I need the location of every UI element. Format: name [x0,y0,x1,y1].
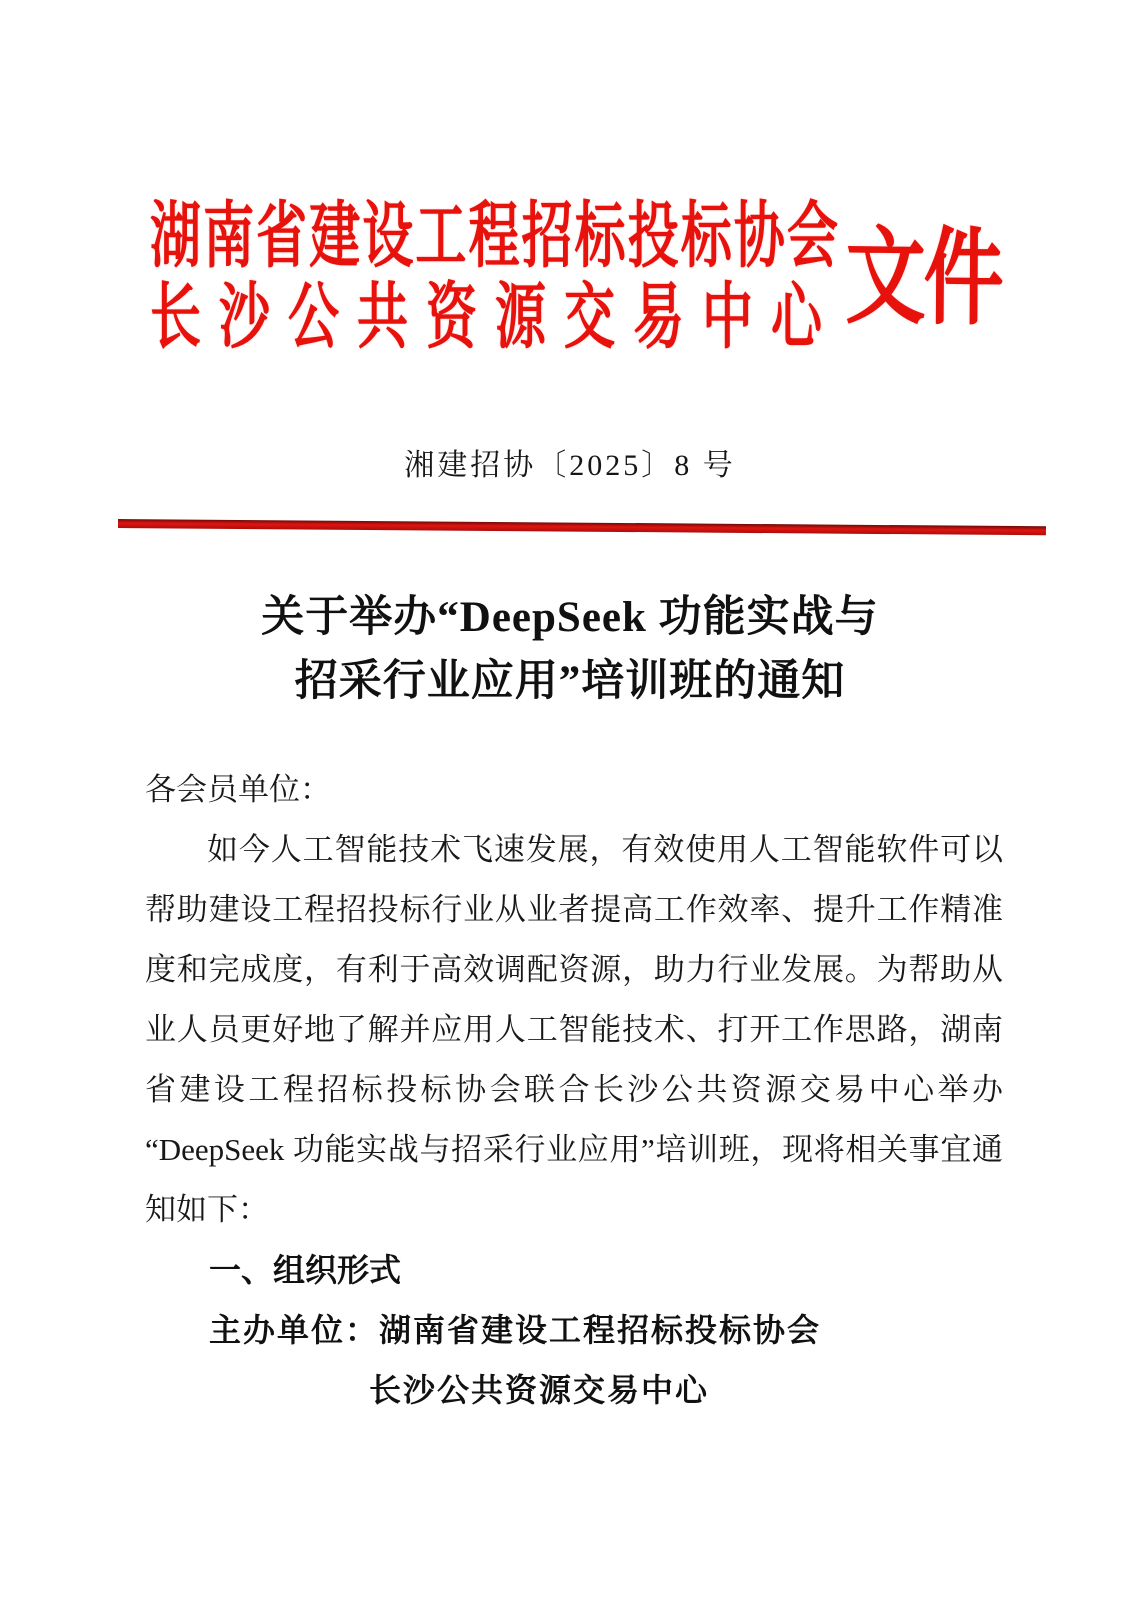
doc-type-label: 文件 [845,220,1003,339]
paragraph [145,820,1003,1240]
notice-title-line2: 招采行业应用”培训班的通知 [294,658,846,705]
paragraph-line: 度和完成度，有利于高效调配资源，助力行业发展。为帮助从 [145,952,1003,987]
organizer-line-1: 主办单位：湖南省建设工程招标投标协会 [209,1312,822,1348]
organizer-line-2: 长沙公共资源交易中心 [369,1372,710,1408]
notice-title [0,586,1140,714]
doc-number: 湘建招协〔2025〕8 号 [404,449,736,482]
salutation: 各会员单位： [145,772,331,807]
paragraph-line: 业人员更好地了解并应用人工智能技术、打开工作思路，湖南 [145,1012,1003,1047]
letterhead [150,198,841,360]
red-divider-line [118,519,1046,535]
paragraph-line: 帮助建设工程招投标行业从业者提高工作效率、提升工作精准 [145,892,1003,927]
org-name-line2: 长沙公共资源交易中心 [150,278,841,359]
paragraph-line: 如今人工智能技术飞速发展，有效使用人工智能软件可以 [207,832,1003,867]
paragraph-line: 省建设工程招标投标协会联合长沙公共资源交易中心举办 [145,1072,1003,1107]
paragraph-line: 知如下： [145,1192,269,1227]
org-name-line1: 湖南省建设工程招标投标协会 [150,198,838,278]
body-text [145,760,1003,1420]
paragraph-line: “DeepSeek 功能实战与招采行业应用”培训班，现将相关事宜通 [145,1132,1003,1167]
section-heading-1: 一、组织形式 [209,1252,402,1288]
notice-title-line1: 关于举办“DeepSeek 功能实战与 [261,594,879,641]
